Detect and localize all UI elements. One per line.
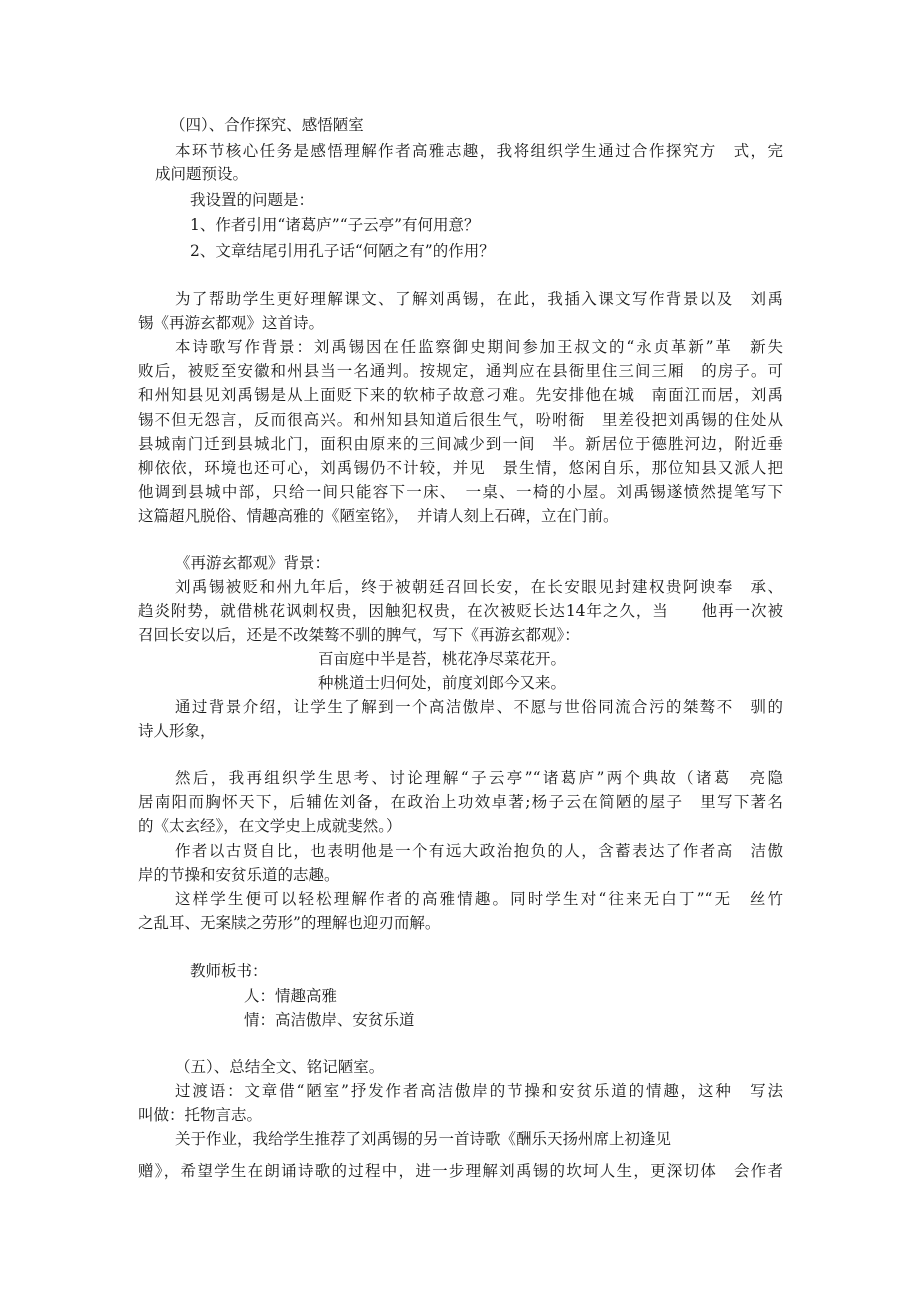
poem-heading: 《再游玄都观》背景： [175,554,331,572]
allusion-para-line: 居南阳而胸怀天下，后辅佐刘备，在政治上功效卓著;杨子云在简陋的屋子 里写下著名 [138,793,783,811]
poem-para-line: 召回长安以后，还是不改桀骜不驯的脾气，写下《再游玄都观》： [138,626,580,644]
question-2: 2、文章结尾引用孔子话“何陋之有”的作用？ [190,242,495,260]
poem-summary-line-2: 诗人形象， [138,722,216,740]
allusion-result-line-1: 这样学生便可以轻松理解作者的高雅情趣。同时学生对“往来无白丁”“无 丝竹 [175,890,783,908]
blackboard-line-1: 人：情趣高雅 [244,987,338,1005]
background-para-line: 败后，被贬至安徽和州县当一名通判。按规定，通判应在县衙里住三间三厢 的房子。可 [138,362,783,380]
homework-line-1: 关于作业，我给学生推荐了刘禹锡的另一首诗歌《酬乐天扬州席上初逢见 [175,1130,672,1148]
allusion-result-line-2: 之乱耳、无案牍之劳形”的理解也迎刃而解。 [138,914,441,932]
section-5-heading: （五）、总结全文、铭记陋室。 [175,1058,385,1076]
question-label: 我设置的问题是： [190,191,315,209]
background-para-line: 本诗歌写作背景：刘禹锡因在任监察御史期间参加王叔文的“永贞革新”革 新失 [175,338,783,356]
poem-para-line: 趋炎附势，就借桃花讽刺权贵，因触犯权贵，在次被贬长达14年之久，当 他再一次被 [138,602,783,620]
blackboard-label: 教师板书： [190,962,268,980]
background-para-line: 锡不但无怨言，反而很高兴。和州知县知道后很生气，吩咐衙 里差役把刘禹锡的住处从 [138,411,783,429]
background-para-line: 他调到县城中部，只给一间只能容下一床、 一桌、一椅的小屋。刘禹锡遂愤然提笔写下 [138,483,783,501]
background-para-line: 柳依依，环境也还可心，刘禹锡仍不计较，并见 景生情，悠闲自乐，那位知县又派人把 [138,459,783,477]
background-intro-line-2: 锡《再游玄都观》这首诗。 [138,314,325,332]
section-4-intro-line-2: 成问题预设。 [155,165,249,183]
blackboard-line-2: 情：高洁傲岸、安贫乐道 [244,1011,415,1029]
poem-para-line: 刘禹锡被贬和州九年后，终于被朝廷召回长安，在长安眼见封建权贵阿谀奉 承、 [175,578,783,596]
background-para-line: 和州知县见刘禹锡是从上面贬下来的软柿子故意刁难。先安排他在城 南面江而居，刘禹 [138,386,783,404]
section-4-intro-line-1: 本环节核心任务是感悟理解作者高雅志趣，我将组织学生通过合作探究方 式，完 [175,142,783,160]
allusion-para-line: 的《太玄经》，在文学史上成就斐然。） [138,817,402,835]
background-intro-line-1: 为了帮助学生更好理解课文、了解刘禹锡，在此，我插入课文写作背景以及 刘禹 [175,290,783,308]
allusion-para-line: 然后，我再组织学生思考、讨论理解“子云亭”“诸葛庐”两个典故（诸葛 亮隐 [175,769,783,787]
section-4-heading: （四）、合作探究、感悟陋室 [170,116,364,134]
allusion-meaning-line-2: 岸的节操和安贫乐道的志趣。 [138,866,340,884]
transition-line-1: 过渡语：文章借“陋室”抒发作者高洁傲岸的节操和安贫乐道的情趣，这种 写法 [175,1082,783,1100]
homework-line-2: 赠》，希望学生在朗诵诗歌的过程中，进一步理解刘禹锡的坎坷人生，更深切体 会作者 [138,1162,783,1180]
poem-summary-line-1: 通过背景介绍，让学生了解到一个高洁傲岸、不愿与世俗同流合污的桀骜不 驯的 [175,698,783,716]
background-para-line: 这篇超凡脱俗、情趣高雅的《陋室铭》， 并请人刻上石碑，立在门前。 [138,507,619,525]
question-1: 1、作者引用“诸葛庐”“子云亭”有何用意？ [190,216,480,234]
transition-line-2: 叫做：托物言志。 [138,1106,263,1124]
poem-verse-1: 百亩庭中半是苔，桃花净尽菜花开。 [318,650,567,668]
poem-verse-2: 种桃道士归何处，前度刘郎今又来。 [318,674,567,692]
allusion-meaning-line-1: 作者以古贤自比，也表明他是一个有远大政治抱负的人，含蓄表达了作者高 洁傲 [175,842,783,860]
background-para-line: 县城南门迁到县城北门，面积由原来的三间减少到一间 半。新居位于德胜河边，附近垂 [138,435,783,453]
